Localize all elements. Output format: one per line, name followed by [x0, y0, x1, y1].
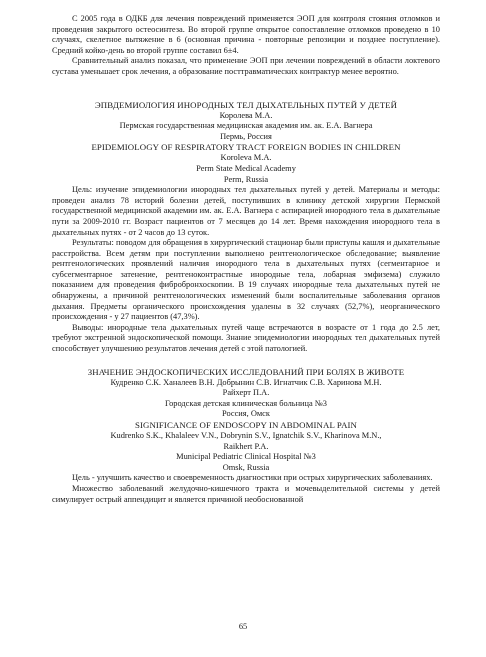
article2-city-en: Omsk, Russia	[222, 462, 270, 472]
article2-paragraph-1: Цель - улучшить качество и своевременность диагностики при острых хирургических заболеваниях.	[72, 473, 433, 483]
article2-city-ru: Россия, Омск	[222, 409, 270, 419]
document-page	[52, 14, 440, 505]
article1-paragraph-1: Цель: изучение эпидемиологии инородных тел дыхательных путей у детей. Материалы и методы: проведен анализ 78 историй болезни детей, поступивших в клинику детской хирургии Пермской государственной медицинской академии им. ак. Е.А. Вагнера с аспирацией инородного тела в дыхательные пути за 2009-2010 гг. Возраст пациентов от 7 месяцев до 14 лет. Время нахождения инородного тела в дыхательных путях - от 2 часов до 13 суток.	[52, 185, 440, 237]
article1-org-ru: Пермская государственная медицинская академия им. ак. Е.А. Вагнера	[119, 121, 373, 131]
article1-title-en: EPIDEMIOLOGY OF RESPIRATORY TRACT FOREIGN BODIES IN CHILDREN	[91, 142, 401, 153]
intro-paragraph-2: Сравнительный анализ показал, что применение ЭОП при лечении повреждений в области локтевого сустава уменьшает срок лечения, а образование посттравматических контрактур менее вероятно.	[52, 56, 440, 76]
article2-org-en: Municipal Pediatric Clinical Hospital №3	[176, 452, 316, 462]
article2-title-ru: ЗНАЧЕНИЕ ЭНДОСКОПИЧЕСКИХ ИССЛЕДОВАНИЙ ПРИ БОЛЯХ В ЖИВОТЕ	[87, 366, 405, 377]
article1-city-ru: Пермь, Россия	[220, 131, 272, 141]
article2-org-ru: Городская детская клиническая больница №3	[165, 398, 327, 408]
article2-authors-ru-line-2: Райхерт П.А.	[222, 388, 270, 398]
article2-authors-ru-line-1: Кудренко С.К. Ханалеев В.Н. Добрынин С.В. Игнатчик С.В. Харинова М.Н.	[110, 377, 382, 387]
article2-authors-en-line-2: Raikhert P.A.	[223, 441, 269, 451]
article2-title-en: SIGNIFICANCE OF ENDOSCOPY IN ABDOMINAL PAIN	[134, 420, 358, 430]
page-number: 65	[238, 622, 248, 631]
article1-city-en: Perm, Russia	[223, 174, 269, 184]
article1-author-en: Koroleva M.A.	[220, 153, 272, 163]
article2-paragraph-2: Множество заболеваний желудочно-кишечного тракта и мочевыделительной системы у детей симулирует острый аппендицит и является причиной необоснованной	[52, 483, 440, 504]
article1-author-ru: Королева М.А.	[219, 110, 273, 120]
intro-paragraph-1: С 2005 года в ОДКБ для лечения повреждений применяется ЭОП для контроля стояния отломков и проведения закрытого остеосинтеза. Во второй группе открытое сопоставление отломков проведено в 10 случаях, скелетное вытяжение в 6 (основная причина - повторные репозиции и позднее поступление). Средний койко-день во второй группе составил 6±4.	[52, 14, 440, 55]
article1-paragraph-3: Выводы: инородные тела дыхательных путей чаще встречаются в возрасте от 1 года до 2.5 лет, требуют экстренной эндоскопической помощи. Знание эпидемиологии инородных тел дыхательных путей способствует улучшению результатов лечения детей с этой патологией.	[52, 322, 440, 354]
article2-authors-en-line-1: Kudrenko S.K., Khalaleev V.N., Dobrynin S.V., Ignatchik S.V., Kharinova M.N.,	[110, 431, 382, 440]
article1-paragraph-2: Результаты: поводом для обращения в хирургический стационар были приступы кашля и дыхательные расстройства. Всем детям при поступлении выполнено рентгенологическое обследование; выявление рентгенологических проявлений наличия инородного тела в дыхательных путях (сегментарное и субсегментарное затенение, рентгеноконтрастные инородные тела, лобарная эмфизема) служило показанием для проведения фибробронхоскопии. В 19 случаях инородные тела дыхательных путей не обнаружены, а причиной рентгенологических изменений были воспалительные заболевания органов дыхания. Предметы органического происхождения удалены в 32 случаях (52,7%), неорганического происхождения - у 27 пациентов (47,3%).	[52, 238, 440, 322]
article1-org-en: Perm State Medical Academy	[196, 163, 296, 173]
article1-title-ru: ЭПВДЕМИОЛОГИЯ ИНОРОДНЫХ ТЕЛ ДЫХАТЕЛЬНЫХ ПУТЕЙ У ДЕТЕЙ	[94, 99, 398, 110]
